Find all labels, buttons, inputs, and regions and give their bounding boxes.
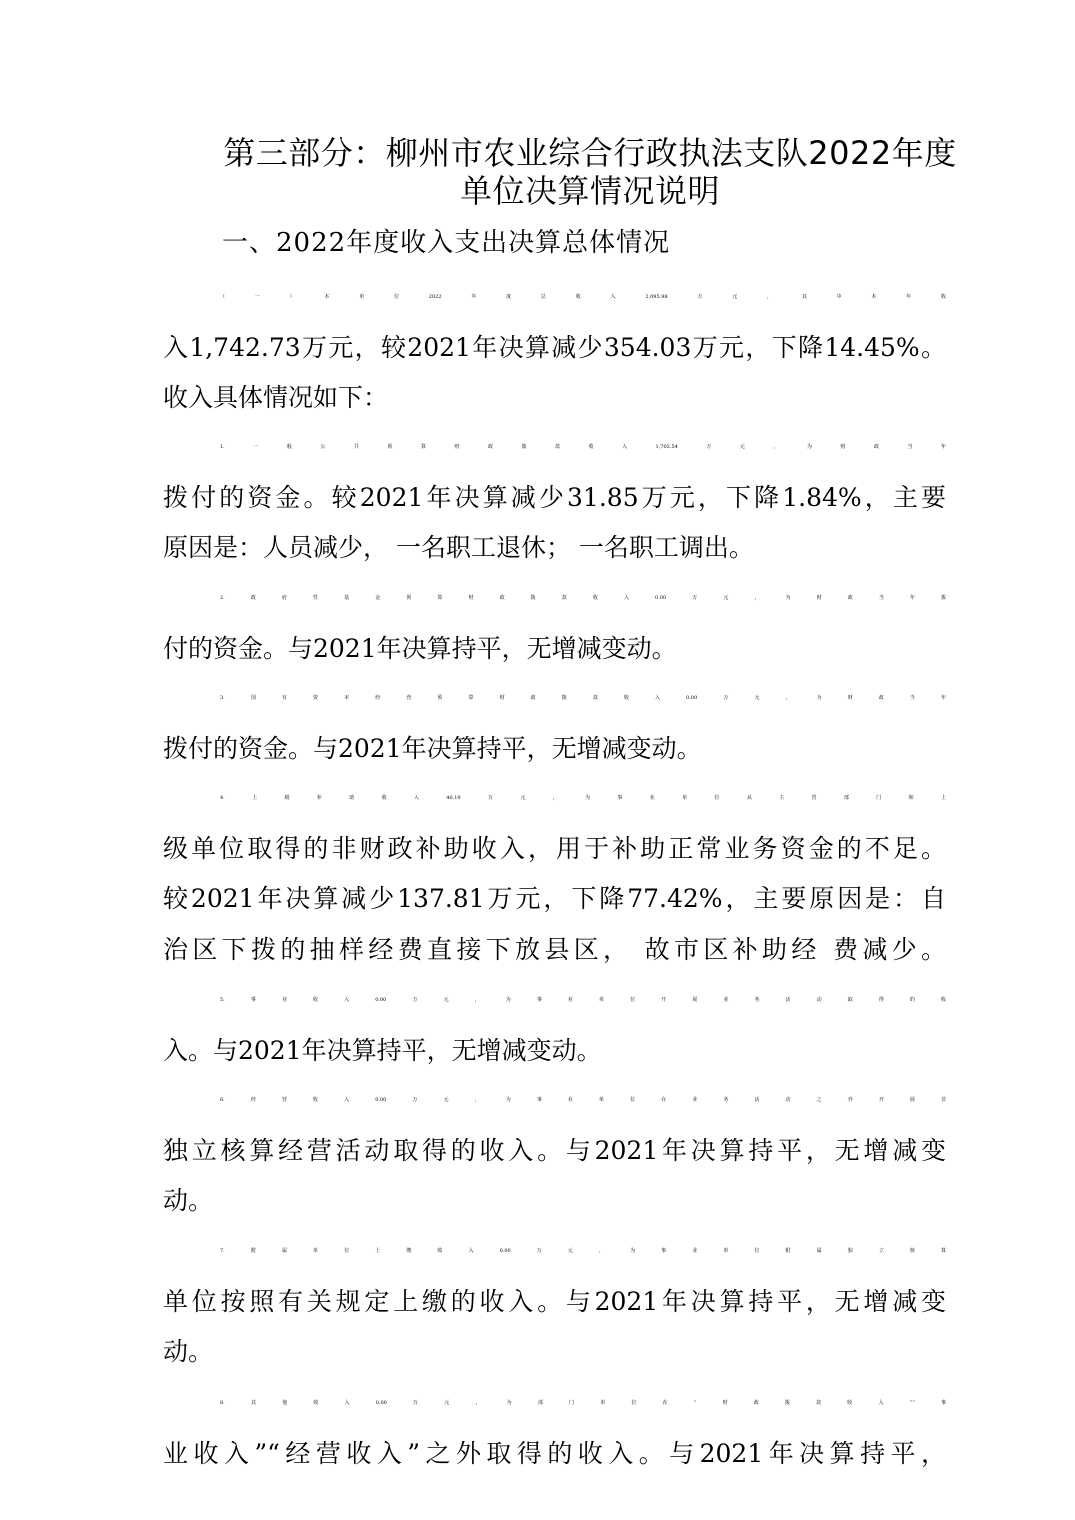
paragraph-line: 级单位取得的非财政补助收入，用于补助正常业务资金的不足。 <box>163 833 946 863</box>
paragraph-line: 付的资金。与2021年决算持平，无增减变动。 <box>163 633 677 663</box>
paragraph-line: 收入具体情况如下： <box>163 383 389 413</box>
section-heading: 一、2022年度收入支出决算总体情况 <box>222 228 671 258</box>
paragraph-total-income <box>163 272 946 424</box>
paragraph-item-6 <box>163 1075 946 1227</box>
paragraph-line: 独立核算经营活动取得的收入。与2021年决算持平，无增减变 <box>163 1135 946 1165</box>
paragraph-line: 5.事业收入0.00万元，为事业单位开展业务活动取得的收 <box>220 997 946 1003</box>
paragraph-item-7 <box>163 1226 946 1378</box>
paragraph-line: 入。与2021年决算持平，无增减变动。 <box>163 1035 602 1065</box>
paragraph-line: 7.附属单位上缴收入0.00万元，为事业单位附属独立核算 <box>220 1248 946 1254</box>
paragraph-item-5 <box>163 975 946 1076</box>
document-title-line-1: 第三部分：柳州市农业综合行政执法支队2022年度 <box>223 134 957 172</box>
paragraph-line: 拨付的资金。较2021年决算减少31.85万元，下降1.84%，主要 <box>163 482 946 512</box>
paragraph-line: 8.其他收入0.00万元，为部门单位在“财政拨款收入”“事 <box>220 1400 946 1406</box>
paragraph-line: 2.政府性基金预算财政拨款收入0.00万元，为财政当年拨 <box>220 595 946 601</box>
paragraph-line: 1.一般公共预算财政拨款收入1,702.54万元，为财政当年 <box>220 444 946 450</box>
paragraph-line: 入1,742.73万元，较2021年决算减少354.03万元，下降14.45%。 <box>163 332 946 362</box>
paragraph-item-1 <box>163 422 946 574</box>
paragraph-item-2 <box>163 573 946 674</box>
paragraph-line: 单位按照有关规定上缴的收入。与2021年决算持平，无增减变 <box>163 1286 946 1316</box>
paragraph-item-8 <box>163 1378 946 1479</box>
paragraph-line: 原因是：人员减少， 一名职工退休； 一名职工调出。 <box>163 533 754 563</box>
paragraph-line: 3.国有资本经营预算财政拨款收入0.00万元，为财政当年 <box>220 695 946 701</box>
paragraph-line: 业收入”“经营收入”之外取得的收入。与2021年决算持平， <box>163 1438 946 1468</box>
paragraph-line: 6.经营收入0.00万元，为事业单位在业务活动之外开展非 <box>220 1097 946 1103</box>
paragraph-line: 治区下拨的抽样经费直接下放县区， 故市区补助经 费减少。 <box>163 935 946 965</box>
paragraph-line: （一）本单位2022年度总收入2,095.98万元，其中本年收 <box>220 294 946 300</box>
paragraph-item-4 <box>163 773 946 976</box>
paragraph-line: 动。 <box>163 1186 214 1216</box>
paragraph-line: 拨付的资金。与2021年决算持平，无增减变动。 <box>163 733 702 763</box>
paragraph-line: 较2021年决算减少137.81万元，下降77.42%，主要原因是：自 <box>163 884 946 914</box>
paragraph-line: 动。 <box>163 1337 214 1367</box>
document-title-line-2: 单位决算情况说明 <box>459 172 720 210</box>
paragraph-item-3 <box>163 673 946 774</box>
paragraph-line: 4.上级补助收入40.19万元，为事业单位从主管部门和上 <box>220 795 946 801</box>
